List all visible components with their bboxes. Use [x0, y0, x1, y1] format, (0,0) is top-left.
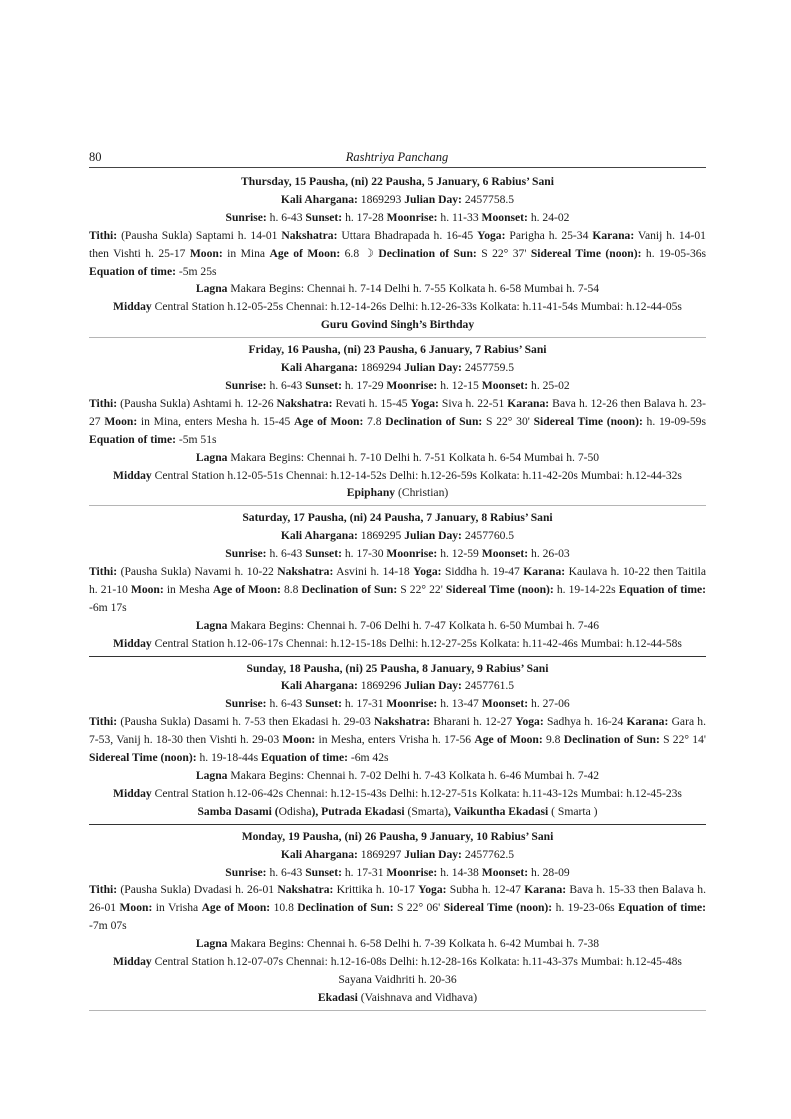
day-entry: [89, 659, 706, 821]
tithi-paragraph: Tithi: (Pausha Sukla) Navami h. 10-22 Nakshatra: Asvini h. 14-18 Yoga: Siddha h. 19-47 Karana: Kaulava h. 10-22 then Taitila h. 21-10 Moon: in Mesha Age of Moon: 8.8 Declination of Sun: S 22° 22' Sidereal Time (noon): h. 19-14-22s Equation of time: -6m 17s: [89, 565, 707, 614]
festival-line: Samba Dasami (Odisha), Putrada Ekadasi (Smarta), Vaikuntha Ekadasi ( Smarta ): [197, 804, 598, 818]
date-line: Saturday, 17 Pausha, (ni) 24 Pausha, 7 January, 8 Rabius’ Sani: [242, 511, 553, 525]
lagna-line: Lagna Makara Begins: Chennai h. 7-06 Delhi h. 7-47 Kolkata h. 6-50 Mumbai h. 7-46: [195, 618, 600, 632]
panchang-content: [89, 172, 706, 1013]
sun-moon-times-line: Sunrise: h. 6-43 Sunset: h. 17-29 Moonrise: h. 12-15 Moonset: h. 25-02: [225, 378, 570, 392]
day-entry: [89, 508, 706, 652]
date-line: Sunday, 18 Pausha, (ni) 25 Pausha, 8 January, 9 Rabius’ Sani: [246, 661, 549, 675]
sun-moon-times-line: Sunrise: h. 6-43 Sunset: h. 17-28 Moonrise: h. 11-33 Moonset: h. 24-02: [225, 210, 570, 224]
ahargana-line: Kali Ahargana: 1869294 Julian Day: 2457759.5: [280, 361, 515, 375]
sun-moon-times-line: Sunrise: h. 6-43 Sunset: h. 17-30 Moonrise: h. 12-59 Moonset: h. 26-03: [225, 547, 570, 561]
day-entry: [89, 827, 706, 1007]
entry-divider: [89, 1010, 706, 1011]
festival-line: Guru Govind Singh’s Birthday: [320, 318, 475, 332]
entry-divider: [89, 656, 706, 657]
ahargana-line: Kali Ahargana: 1869295 Julian Day: 2457760.5: [280, 529, 515, 543]
entry-divider: [89, 337, 706, 338]
tithi-paragraph: Tithi: (Pausha Sukla) Dvadasi h. 26-01 Nakshatra: Krittika h. 10-17 Yoga: Subha h. 12-47 Karana: Bava h. 15-33 then Balava h. 26-01 Moon: in Vrisha Age of Moon: 10.8 Declination of Sun: S 22° 06' Sidereal Time (noon): h. 19-23-06s Equation of time: -7m 07s: [89, 883, 707, 933]
sun-moon-times-line: Sunrise: h. 6-43 Sunset: h. 17-31 Moonrise: h. 13-47 Moonset: h. 27-06: [225, 697, 570, 711]
page-header: [89, 150, 705, 168]
tithi-paragraph: Tithi: (Pausha Sukla) Dasami h. 7-53 then Ekadasi h. 29-03 Nakshatra: Bharani h. 12-27 Yoga: Sadhya h. 16-24 Karana: Gara h. 7-53, Vanij h. 18-30 then Vishti h. 29-03 Moon: in Mesha, enters Vrisha h. 17-56 Age of Moon: 9.8 Declination of Sun: S 22° 14' Sidereal Time (noon): h. 19-18-44s Equation of time: -6m 42s: [89, 715, 706, 765]
tithi-paragraph: Tithi: (Pausha Sukla) Ashtami h. 12-26 Nakshatra: Revati h. 15-45 Yoga: Siva h. 22-51 Karana: Bava h. 12-26 then Balava h. 23-27 Moon: in Mina, enters Mesha h. 15-45 Age of Moon: 7.8 Declination of Sun: S 22° 30' Sidereal Time (noon): h. 19-09-59s Equation of time: -5m 51s: [89, 396, 706, 446]
date-line: Friday, 16 Pausha, (ni) 23 Pausha, 6 January, 7 Rabius’ Sani: [248, 343, 547, 357]
lagna-line: Lagna Makara Begins: Chennai h. 7-14 Delhi h. 7-55 Kolkata h. 6-58 Mumbai h. 7-54: [195, 282, 600, 296]
midday-line: Midday Central Station h.12-06-17s Chennai: h.12-15-18s Delhi: h.12-27-25s Kolkata: h.11-42-46s Mumbai: h.12-44-58s: [113, 636, 682, 650]
lagna-line: Lagna Makara Begins: Chennai h. 7-10 Delhi h. 7-51 Kolkata h. 6-54 Mumbai h. 7-50: [195, 450, 600, 464]
lagna-line: Lagna Makara Begins: Chennai h. 7-02 Delhi h. 7-43 Kolkata h. 6-46 Mumbai h. 7-42: [195, 769, 600, 782]
midday-line: Midday Central Station h.12-05-25s Chennai: h.12-14-26s Delhi: h.12-26-33s Kolkata: h.11-41-54s Mumbai: h.12-44-05s: [113, 300, 682, 314]
tithi-paragraph: Tithi: (Pausha Sukla) Saptami h. 14-01 Nakshatra: Uttara Bhadrapada h. 16-45 Yoga: Parigha h. 25-34 Karana: Vanij h. 14-01 then Vishti h. 25-17 Moon: in Mina Age of Moon: 6.8 ☽ Declination of Sun: S 22° 37' Sidereal Time (noon): h. 19-05-36s Equation of time: -5m 25s: [89, 228, 707, 278]
page-number: 80: [89, 150, 102, 164]
festival-line: Ekadasi (Vaishnava and Vidhava): [317, 990, 478, 1004]
ahargana-line: Kali Ahargana: 1869293 Julian Day: 2457758.5: [280, 192, 515, 206]
entry-divider: [89, 824, 706, 825]
ahargana-line: Kali Ahargana: 1869296 Julian Day: 2457761.5: [280, 679, 515, 693]
extra-line: Sayana Vaidhriti h. 20-36: [338, 972, 457, 986]
day-entry: [89, 340, 706, 502]
date-line: Thursday, 15 Pausha, (ni) 22 Pausha, 5 January, 6 Rabius’ Sani: [241, 175, 554, 188]
festival-line: Epiphany (Christian): [346, 486, 449, 500]
entry-divider: [89, 505, 706, 506]
ahargana-line: Kali Ahargana: 1869297 Julian Day: 2457762.5: [280, 847, 515, 861]
midday-line: Midday Central Station h.12-05-51s Chennai: h.12-14-52s Delhi: h.12-26-59s Kolkata: h.11-42-20s Mumbai: h.12-44-32s: [113, 468, 682, 482]
sun-moon-times-line: Sunrise: h. 6-43 Sunset: h. 17-31 Moonrise: h. 14-38 Moonset: h. 28-09: [225, 865, 570, 879]
header-rule: [89, 167, 706, 168]
running-title: Rashtriya Panchang: [345, 150, 449, 164]
date-line: Monday, 19 Pausha, (ni) 26 Pausha, 9 January, 10 Rabius’ Sani: [241, 829, 554, 843]
midday-line: Midday Central Station h.12-06-42s Chennai: h.12-15-43s Delhi: h.12-27-51s Kolkata: h.11-43-12s Mumbai: h.12-45-23s: [113, 786, 682, 800]
lagna-line: Lagna Makara Begins: Chennai h. 6-58 Delhi h. 7-39 Kolkata h. 6-42 Mumbai h. 7-38: [195, 937, 600, 951]
midday-line: Midday Central Station h.12-07-07s Chennai: h.12-16-08s Delhi: h.12-28-16s Kolkata: h.11-43-37s Mumbai: h.12-45-48s: [113, 955, 682, 969]
day-entry: [89, 172, 706, 334]
